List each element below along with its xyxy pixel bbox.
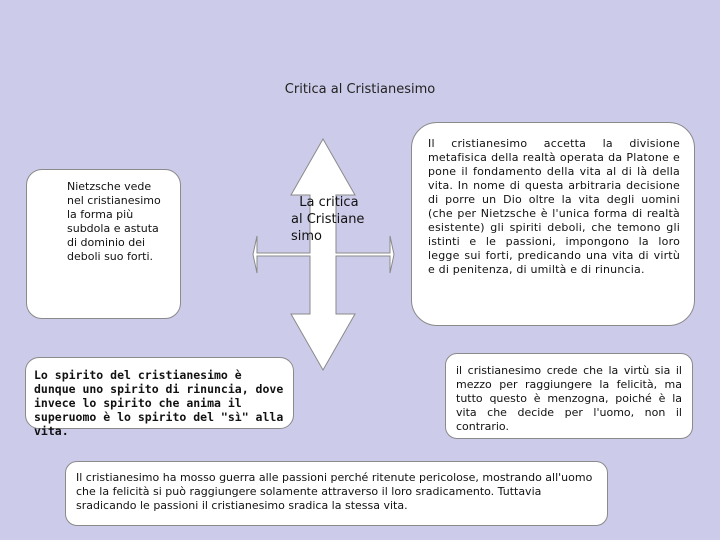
box-virtu-felicita: il cristianesimo crede che la virtù sia il mezzo per raggiungere la felicità, ma tutto questo è menzogna, poiché è la vita che decide per l'uomo, non il contrario. — [445, 353, 693, 439]
slide-title: Critica al Cristianesimo — [284, 82, 436, 97]
box-passioni: Il cristianesimo ha mosso guerra alle passioni perché ritenute pericolose, mostrando all'uomo che la felicità si può raggiungere solamente attraverso il loro sradicamento. Tuttavia sradicando le passioni il cristianesimo sradica la stessa vita. — [65, 461, 608, 526]
box-nietzsche: Nietzsche vede nel cristianesimo la forma più subdola e astuta di dominio dei deboli suo forti. — [26, 169, 181, 319]
box-divisione-metafisica: Il cristianesimo accetta la divisione metafisica della realtà operata da Platone e pone il fondamento della vita al di là della vita. In nome di questa arbitraria decisione di porre un Dio oltre la vita degli uomini (che per Nietzsche è l'unica forma di realtà esistente) gli spiriti deboli, che temono gli istinti e le passioni, impongono la loro legge sui forti, predicando una vita di virtù e di penitenza, di umiltà e di rinuncia. — [411, 122, 695, 326]
box-spirito-rinuncia: Lo spirito del cristianesimo è dunque uno spirito di rinuncia, dove invece lo spirito che anima il superuomo è lo spirito del "sì" alla vita. — [25, 357, 294, 429]
four-way-arrow — [251, 137, 396, 372]
arrow-center-label: La critica al Cristianesimo — [291, 195, 365, 244]
